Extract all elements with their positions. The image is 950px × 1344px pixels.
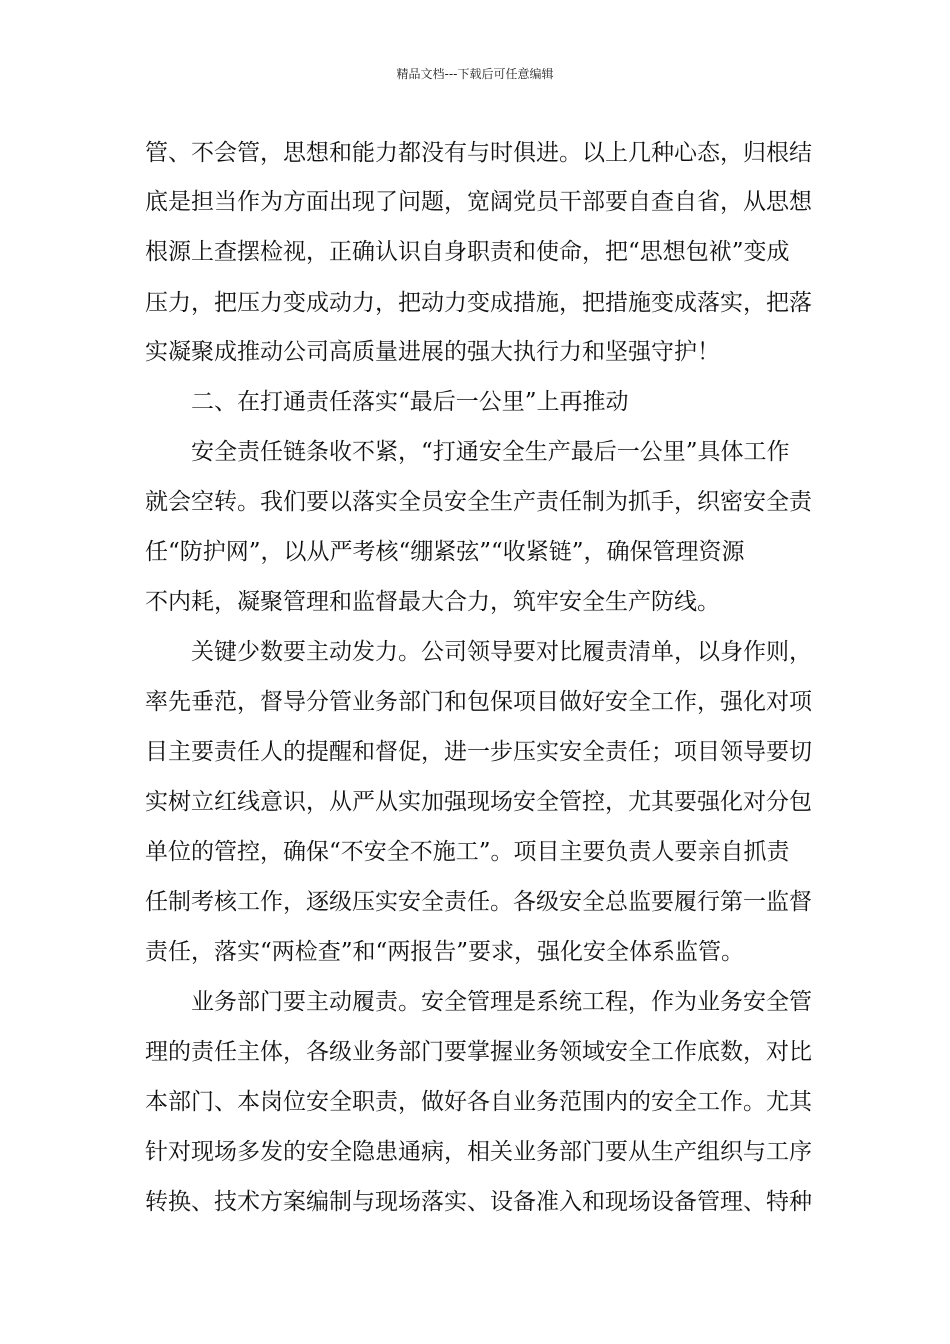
text-line: 本部门、本岗位安全职责，做好各自业务范围内的安全工作。尤其 bbox=[145, 1089, 812, 1115]
text-line: 底是担当作为方面出现了问题，宽阔党员干部要自查自省，从思想 bbox=[145, 189, 812, 215]
text-line: 实凝聚成推动公司高质量进展的强大执行力和坚强守护！ bbox=[145, 339, 720, 365]
text-line: 实树立红线意识，从严从实加强现场安全管控，尤其要强化对分包 bbox=[145, 789, 812, 815]
section-heading: 二、在打通责任落实“最后一公里”上再推动 bbox=[191, 389, 629, 415]
text-line: 业务部门要主动履责。安全管理是系统工程，作为业务安全管 bbox=[191, 989, 812, 1015]
text-line: 转换、技术方案编制与现场落实、设备准入和现场设备管理、特种 bbox=[145, 1189, 812, 1215]
text-line: 任制考核工作，逐级压实安全责任。各级安全总监要履行第一监督 bbox=[145, 889, 812, 915]
text-line: 不内耗，凝聚管理和监督最大合力，筑牢安全生产防线。 bbox=[145, 589, 720, 615]
text-line: 针对现场多发的安全隐患通病，相关业务部门要从生产组织与工序 bbox=[145, 1139, 812, 1165]
text-line: 单位的管控，确保“不安全不施工”。项目主要负责人要亲自抓责 bbox=[145, 839, 790, 865]
text-line: 就会空转。我们要以落实全员安全生产责任制为抓手，织密安全责 bbox=[145, 489, 812, 515]
text-line: 安全责任链条收不紧，“打通安全生产最后一公里”具体工作 bbox=[191, 439, 790, 465]
text-line: 理的责任主体，各级业务部门要掌握业务领域安全工作底数，对比 bbox=[145, 1039, 812, 1065]
page-header: 精品文档---下载后可任意编辑 bbox=[396, 67, 554, 81]
text-line: 关键少数要主动发力。公司领导要对比履责清单，以身作则， bbox=[191, 639, 812, 665]
text-line: 压力，把压力变成动力，把动力变成措施，把措施变成落实，把落 bbox=[145, 290, 812, 316]
text-line: 任“防护网”，以从严考核“绷紧弦”“收紧链”，确保管理资源 bbox=[145, 539, 745, 565]
text-line: 目主要责任人的提醒和督促，进一步压实安全责任；项目领导要切 bbox=[145, 739, 812, 765]
text-line: 管、不会管，思想和能力都没有与时俱进。以上几种心态，归根结 bbox=[145, 140, 812, 166]
text-line: 责任，落实“两检查”和“两报告”要求，强化安全体系监管。 bbox=[145, 939, 745, 965]
text-line: 根源上查摆检视，正确认识自身职责和使命，把“思想包袱”变成 bbox=[145, 239, 790, 265]
text-line: 率先垂范，督导分管业务部门和包保项目做好安全工作，强化对项 bbox=[145, 689, 812, 715]
